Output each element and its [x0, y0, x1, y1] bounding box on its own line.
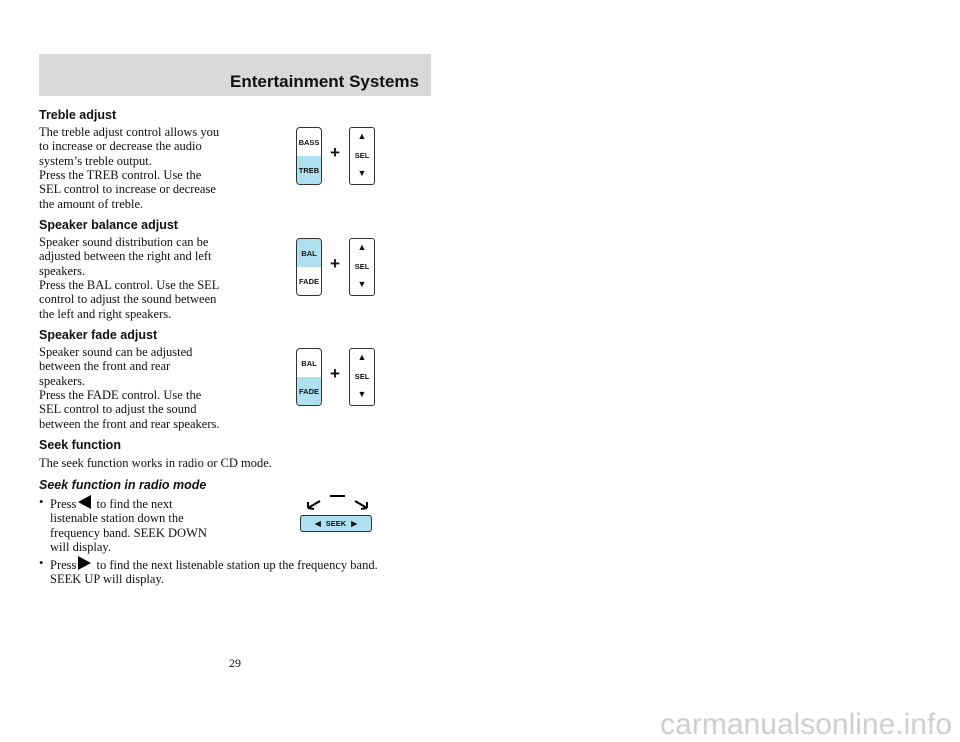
seek-up-bullet: [39, 556, 439, 588]
seek-button: [300, 515, 372, 532]
up-arrow-icon: ▲: [357, 242, 367, 252]
seek-subheading: Seek function in radio mode: [39, 478, 207, 492]
bal-label: BAL: [301, 358, 317, 368]
seek-down-text: to find the next listenable station down the frequency band. SEEK DOWN will display.: [50, 497, 207, 555]
sel-label: SEL: [354, 262, 370, 271]
bal-fade-button: [296, 238, 322, 296]
press-word: Press: [50, 558, 77, 572]
down-arrow-icon: ▼: [357, 279, 367, 289]
seek-button-diagram: [300, 492, 375, 540]
seek-label: SEEK: [325, 519, 347, 528]
sel-button: [349, 127, 375, 185]
down-arrow-icon: ▼: [357, 389, 367, 399]
balance-paragraph-2: Press the BAL control. Use the SEL control to adjust the sound between the left and right speakers.: [39, 278, 220, 321]
bullet-text: [50, 556, 378, 587]
bass-label: BASS: [298, 137, 320, 147]
sel-button: [349, 348, 375, 406]
balance-paragraph-1: Speaker sound distribution can be adjusted between the right and left speakers.: [39, 235, 212, 278]
up-arrow-icon: ▲: [357, 131, 367, 141]
down-arrow-icon: ▼: [357, 168, 367, 178]
treble-heading: Treble adjust: [39, 108, 117, 122]
fade-paragraph-1: Speaker sound can be adjusted between the front and rear speakers.: [39, 345, 193, 388]
bass-treb-button: [296, 127, 322, 185]
seek-right-icon: ▶: [351, 519, 357, 528]
page-number: 29: [229, 656, 241, 670]
fade-label: FADE: [297, 377, 321, 405]
fade-paragraph-2: Press the FADE control. Use the SEL control to adjust the sound between the front and rear speakers.: [39, 388, 220, 431]
seek-heading: Seek function: [39, 438, 121, 452]
seek-down-bullet: [39, 495, 259, 555]
seek-paragraph: The seek function works in radio or CD mode.: [39, 456, 272, 470]
press-word: Press: [50, 497, 77, 511]
bullet-dot: •: [39, 495, 44, 509]
treble-paragraph-2: Press the TREB control. Use the SEL control to increase or decrease the amount of treble.: [39, 168, 216, 211]
sel-button: [349, 238, 375, 296]
seek-up-text: to find the next listenable station up the frequency band. SEEK UP will display.: [50, 558, 378, 587]
bullet-text: [50, 495, 207, 555]
bal-fade-button: [296, 348, 322, 406]
sel-label: SEL: [354, 372, 370, 381]
treble-paragraph-1: The treble adjust control allows you to increase or decrease the audio system’s treble output.: [39, 125, 220, 168]
fade-heading: Speaker fade adjust: [39, 328, 158, 342]
sel-label: SEL: [354, 151, 370, 160]
treb-label: TREB: [297, 156, 321, 184]
fade-label: FADE: [298, 276, 319, 286]
seek-left-arrow-icon: [78, 495, 91, 509]
balance-heading: Speaker balance adjust: [39, 218, 178, 232]
header-band: [39, 54, 431, 96]
plus-sign: +: [330, 364, 340, 383]
watermark: carmanualsonline.info: [660, 708, 952, 741]
bal-label: BAL: [297, 239, 321, 267]
plus-sign: +: [330, 143, 340, 162]
seek-left-icon: ◀: [315, 519, 321, 528]
up-arrow-icon: ▲: [357, 352, 367, 362]
section-title: Entertainment Systems: [230, 72, 419, 91]
bullet-dot: •: [39, 556, 44, 570]
plus-sign: +: [330, 254, 340, 273]
motion-arcs-icon: [300, 492, 375, 514]
seek-right-arrow-icon: [78, 556, 91, 570]
